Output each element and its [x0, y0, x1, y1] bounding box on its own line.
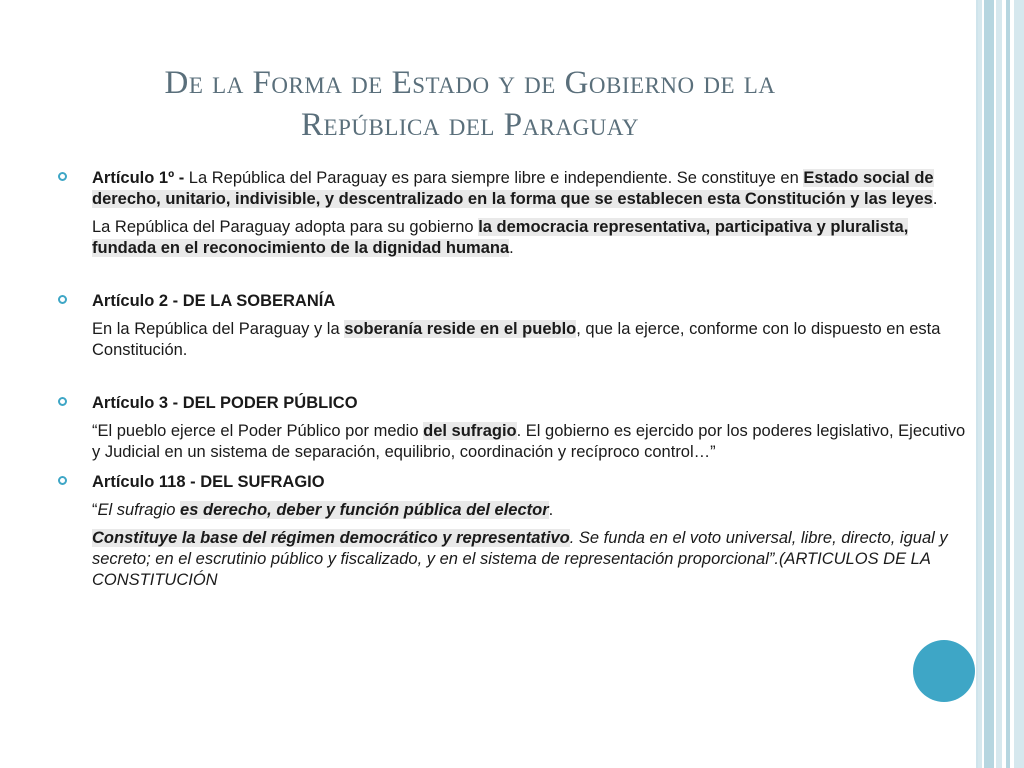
article-118-paragraph-2: Constituye la base del régimen democrático y representativo. Se funda en el voto universal, libre, directo, igual y secreto; en el escrutinio público y fiscalizado, y en el sistema de representación proporcional”.(ARTICULOS DE LA CONSTITUCIÓN	[92, 529, 948, 589]
bullet-icon	[58, 295, 67, 304]
article-heading: Artículo 2 - DE LA SOBERANÍA	[92, 292, 336, 310]
article-heading: Artículo 1º -	[92, 169, 189, 187]
bullet-icon	[58, 397, 67, 406]
article-1-paragraph-1: Artículo 1º - La República del Paraguay es para siempre libre e independiente. Se constituye en Estado social de derecho, unitario, indivisible, y descentralizado en la forma que se establecen esta Constitución y las leyes.	[92, 169, 938, 208]
article-2	[58, 291, 970, 361]
article-heading: Artículo 118 - DEL SUFRAGIO	[92, 473, 325, 491]
article-heading: Artículo 3 - DEL PODER PÚBLICO	[92, 394, 358, 412]
article-118	[58, 472, 970, 591]
article-3-paragraph: “El pueblo ejerce el Poder Público por medio del sufragio. El gobierno es ejercido por los poderes legislativo, Ejecutivo y Judicial en un sistema de separación, equilibrio, coordinación y recíproco control…”	[92, 422, 966, 461]
article-118-paragraph-1: “El sufragio es derecho, deber y función pública del elector.	[92, 501, 554, 519]
article-1-paragraph-2: La República del Paraguay adopta para su gobierno la democracia representativa, participativa y pluralista, fundada en el reconocimiento de la dignidad humana.	[92, 218, 909, 257]
title-line-1: De la Forma de Estado y de Gobierno de la	[164, 65, 776, 101]
decorative-circle	[913, 640, 975, 702]
bullet-icon	[58, 476, 67, 485]
decorative-stripes	[976, 0, 1024, 768]
slide-title	[60, 62, 880, 146]
title-line-2: República del Paraguay	[301, 107, 639, 143]
slide-content	[58, 168, 970, 591]
bullet-icon	[58, 172, 67, 181]
frame-line	[976, 0, 978, 768]
article-3	[58, 393, 970, 463]
article-1	[58, 168, 970, 259]
article-2-paragraph: En la República del Paraguay y la soberanía reside en el pueblo, que la ejerce, conforme con lo dispuesto en esta Constitución.	[92, 320, 941, 359]
